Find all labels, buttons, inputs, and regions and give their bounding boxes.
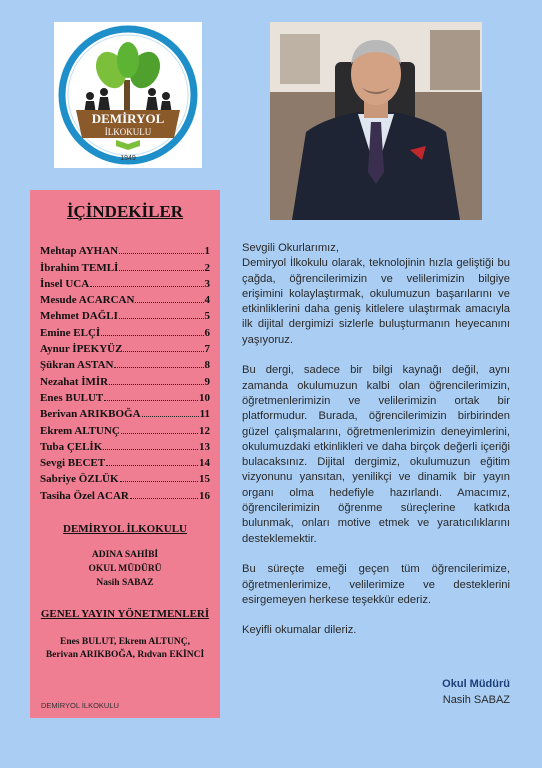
letter-paragraph-1: Demiryol İlkokulu olarak, teknolojinin hızla geliştiği bu çağda, öğrencilerimizin ve velilerimizin bilgiye erişimini kolaylaştırmak, okulumuzun başarılarını ve etkinliklerini daha geniş kitlelere ulaştırmak amacıyla ilk dijital dergimizi sizlerle buluşturmanın heyecanını yaşıyoruz. bbox=[242, 257, 510, 346]
toc-item-page: 4 bbox=[204, 294, 210, 307]
toc-item-name: Mehmet DAĞLI bbox=[40, 310, 118, 323]
principal-portrait-image bbox=[270, 22, 482, 220]
toc-dot-leader bbox=[130, 498, 198, 499]
toc-dot-leader bbox=[90, 286, 203, 287]
toc-item-name: Mesude ACARCAN bbox=[40, 294, 135, 307]
toc-item[interactable] bbox=[40, 485, 210, 501]
toc-dot-leader bbox=[123, 351, 203, 352]
toc-item[interactable] bbox=[40, 257, 210, 273]
letter-paragraph-4: Keyifli okumalar dileriz. bbox=[242, 624, 357, 637]
toc-dot-leader bbox=[114, 367, 203, 368]
toc-item-page: 5 bbox=[204, 310, 210, 323]
toc-item-name: Tasiha Özel ACAR bbox=[40, 489, 129, 502]
toc-item-page: 8 bbox=[204, 359, 210, 372]
toc-item[interactable] bbox=[40, 322, 210, 338]
owner-label: ADINA SAHİBİ bbox=[91, 550, 159, 560]
toc-item[interactable] bbox=[40, 290, 210, 306]
logo-year: 1949 bbox=[120, 155, 136, 162]
toc-item-page: 16 bbox=[199, 489, 210, 502]
toc-item-page: 13 bbox=[199, 440, 210, 453]
letter-greeting: Sevgili Okurlarımız, bbox=[242, 242, 339, 254]
toc-item-name: Ekrem ALTUNÇ bbox=[40, 424, 120, 437]
letter-paragraph-3: Bu süreçte emeği geçen tüm öğrencilerimize, öğretmenlerimize, velilerimize ve desteklerini esirgemeyen herkese teşekkür ederiz. bbox=[242, 563, 510, 606]
toc-dot-leader bbox=[106, 465, 198, 466]
toc-list bbox=[40, 241, 210, 502]
toc-item-page: 15 bbox=[199, 473, 210, 486]
toc-title: İÇİNDEKİLER bbox=[66, 202, 184, 221]
toc-item-name: Enes BULUT bbox=[40, 391, 104, 404]
toc-item-page: 10 bbox=[199, 391, 210, 404]
school-logo-panel bbox=[54, 22, 202, 168]
welcome-letter bbox=[242, 241, 510, 654]
principal-label: OKUL MÜDÜRÜ bbox=[88, 564, 162, 574]
table-of-contents bbox=[30, 190, 220, 718]
toc-dot-leader bbox=[109, 384, 203, 385]
editors-title: GENEL YAYIN YÖNETMENLERİ bbox=[40, 608, 210, 620]
toc-item-name: Emine ELÇİ bbox=[40, 326, 101, 339]
principal-photo bbox=[270, 22, 482, 220]
toc-item-name: Şükran ASTAN bbox=[40, 359, 114, 372]
toc-dot-leader bbox=[119, 270, 203, 271]
toc-item-name: Nezahat İMİR bbox=[40, 375, 109, 388]
toc-item-page: 9 bbox=[204, 375, 210, 388]
editors-line-2: Berivan ARIKBOĞA, Rıdvan EKİNCİ bbox=[45, 650, 205, 660]
editors-line-1: Enes BULUT, Ekrem ALTUNÇ, bbox=[60, 637, 190, 647]
toc-item-page: 7 bbox=[204, 343, 210, 356]
toc-school-name: DEMİRYOL İLKOKULU bbox=[63, 523, 187, 535]
toc-item-name: Berivan ARIKBOĞA bbox=[40, 408, 141, 421]
toc-item-page: 3 bbox=[204, 277, 210, 290]
toc-item-page: 2 bbox=[204, 261, 210, 274]
signature-name: Nasih SABAZ bbox=[442, 694, 510, 706]
toc-dot-leader bbox=[142, 416, 199, 417]
toc-item-name: Tuba ÇELİK bbox=[40, 440, 103, 453]
footer-label: DEMİRYOL İLKOKULU bbox=[41, 701, 119, 710]
toc-item[interactable] bbox=[40, 420, 210, 436]
toc-item-name: İbrahim TEMLİ bbox=[40, 261, 119, 274]
toc-item-page: 14 bbox=[199, 457, 210, 470]
toc-item[interactable] bbox=[40, 371, 210, 387]
toc-item-page: 6 bbox=[204, 326, 210, 339]
toc-item[interactable] bbox=[40, 355, 210, 371]
toc-dot-leader bbox=[104, 400, 198, 401]
toc-dot-leader bbox=[103, 449, 198, 450]
toc-dot-leader bbox=[101, 335, 203, 336]
toc-item[interactable] bbox=[40, 388, 210, 404]
toc-dot-leader bbox=[120, 481, 198, 482]
toc-item-page: 1 bbox=[204, 245, 210, 258]
letter-paragraph-2: Bu dergi, sadece bir bilgi kaynağı değil, aynı zamanda okulumuzun kalbi olan öğrencilerimizin, öğretmenlerimizin ve velilerimizin ortak bir platformudur. Burada, öğrencilerimizin birbirinden güzel çalışmalarını, öğretmenlerimizin deneyimlerini, okulumuzdaki etkinlikleri ve daha birçok değerli içeriği bulacaksınız. Dijital dergimiz, okulumuzun eğitim vizyonunu yansıtan, yenilikçi ve dinamik bir yayın organı olma hedefiyle hazırlandı. Amacımız, öğrencilerimizin öğrenme süreçlerine katkıda bulunmak, onları motive etmek ve yaratıcılıklarını desteklemektir. bbox=[242, 364, 510, 545]
toc-item[interactable] bbox=[40, 437, 210, 453]
toc-item-name: İnsel UCA bbox=[40, 277, 90, 290]
toc-item[interactable] bbox=[40, 306, 210, 322]
principal-name: Nasih SABAZ bbox=[96, 578, 154, 588]
school-logo-icon bbox=[54, 22, 202, 168]
toc-dot-leader bbox=[119, 318, 204, 319]
toc-item-name: Sabriye ÖZLÜK bbox=[40, 473, 119, 486]
logo-school-type: İLKOKULU bbox=[104, 127, 152, 137]
toc-item-name: Mehtap AYHAN bbox=[40, 245, 119, 258]
toc-item[interactable] bbox=[40, 339, 210, 355]
toc-item[interactable] bbox=[40, 241, 210, 257]
toc-dot-leader bbox=[135, 302, 203, 303]
toc-item[interactable] bbox=[40, 404, 210, 420]
toc-item[interactable] bbox=[40, 274, 210, 290]
toc-item[interactable] bbox=[40, 453, 210, 469]
signature-title: Okul Müdürü bbox=[442, 678, 510, 690]
toc-dot-leader bbox=[119, 253, 203, 254]
editors-names bbox=[30, 636, 220, 662]
toc-item-page: 11 bbox=[199, 408, 210, 421]
toc-item-name: Sevgi BECET bbox=[40, 457, 106, 470]
toc-dot-leader bbox=[121, 433, 198, 434]
toc-item-name: Aynur İPEKYÜZ bbox=[40, 343, 123, 356]
toc-item-page: 12 bbox=[199, 424, 210, 437]
logo-school-name: DEMİRYOL bbox=[91, 111, 165, 126]
toc-item[interactable] bbox=[40, 469, 210, 485]
